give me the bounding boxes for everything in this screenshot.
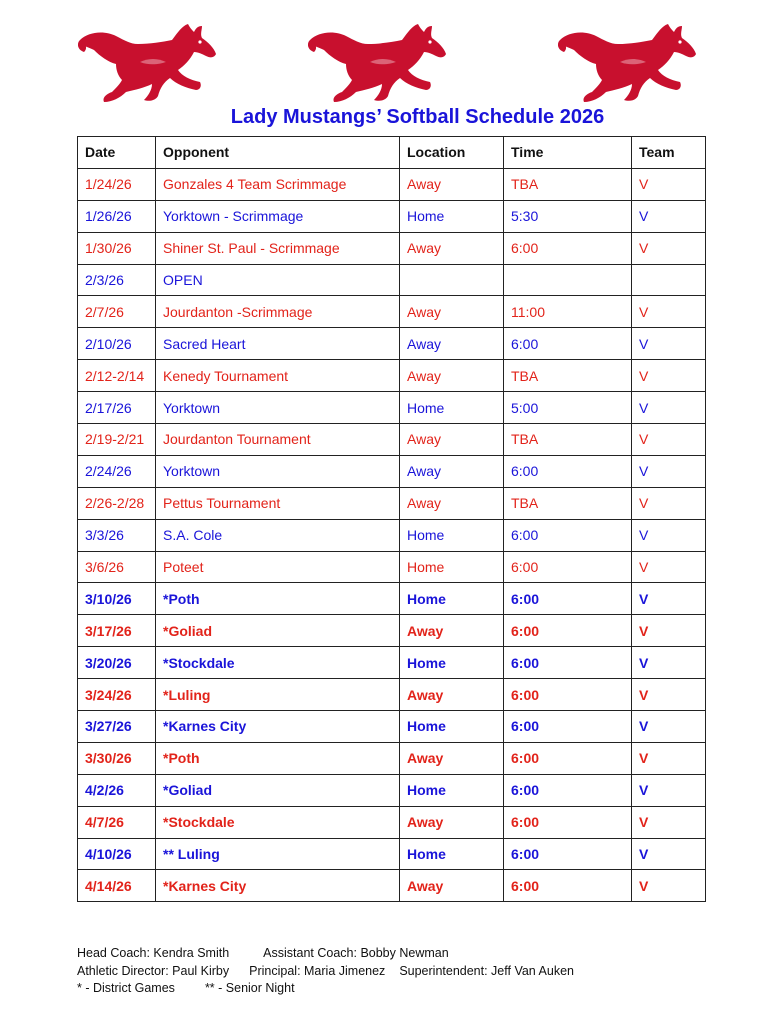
cell-time: TBA <box>504 168 632 200</box>
cell-time: 6:00 <box>504 774 632 806</box>
cell-date: 3/6/26 <box>78 551 156 583</box>
cell-time: TBA <box>504 424 632 456</box>
cell-opponent: OPEN <box>156 264 400 296</box>
cell-team: V <box>632 742 706 774</box>
table-row <box>78 168 706 200</box>
table-row <box>78 742 706 774</box>
table-row <box>78 551 706 583</box>
table-row <box>78 232 706 264</box>
cell-date: 3/3/26 <box>78 519 156 551</box>
table-row <box>78 487 706 519</box>
cell-time: 6:00 <box>504 328 632 360</box>
cell-opponent: Kenedy Tournament <box>156 360 400 392</box>
cell-time: 11:00 <box>504 296 632 328</box>
table-row <box>78 455 706 487</box>
cell-opponent: Yorktown <box>156 392 400 424</box>
table-row <box>78 583 706 615</box>
footer-line-1 <box>77 945 757 963</box>
cell-time: 6:00 <box>504 583 632 615</box>
schedule-body <box>78 168 706 901</box>
district-note: * - District Games <box>77 981 175 995</box>
cell-date: 2/3/26 <box>78 264 156 296</box>
cell-team: V <box>632 168 706 200</box>
table-row <box>78 806 706 838</box>
header-location: Location <box>400 137 504 169</box>
cell-team: V <box>632 360 706 392</box>
mustang-logo-left <box>78 22 218 104</box>
cell-location: Home <box>400 647 504 679</box>
cell-opponent: *Luling <box>156 679 400 711</box>
cell-opponent: *Poth <box>156 742 400 774</box>
table-row <box>78 360 706 392</box>
cell-team: V <box>632 424 706 456</box>
table-row <box>78 519 706 551</box>
page-title: Lady Mustangs’ Softball Schedule 2026 <box>230 106 605 128</box>
principal: Principal: Maria Jimenez <box>249 963 386 978</box>
senior-note: ** - Senior Night <box>204 981 295 995</box>
cell-date: 4/7/26 <box>78 806 156 838</box>
cell-opponent: Jourdanton Tournament <box>156 424 400 456</box>
cell-time: 6:00 <box>504 232 632 264</box>
cell-date: 4/14/26 <box>78 870 156 902</box>
cell-opponent: Yorktown - Scrimmage <box>156 200 400 232</box>
cell-location: Away <box>400 328 504 360</box>
header-team: Team <box>632 137 706 169</box>
cell-time: 6:00 <box>504 647 632 679</box>
mustang-icon <box>308 22 448 104</box>
cell-opponent: Yorktown <box>156 455 400 487</box>
cell-date: 2/26-2/28 <box>78 487 156 519</box>
superintendent: Superintendent: Jeff Van Auken <box>399 963 574 978</box>
header-date: Date <box>78 137 156 169</box>
cell-time: 6:00 <box>504 838 632 870</box>
cell-location: Away <box>400 360 504 392</box>
cell-team: V <box>632 392 706 424</box>
table-row <box>78 392 706 424</box>
cell-location: Away <box>400 742 504 774</box>
cell-time: TBA <box>504 360 632 392</box>
cell-date: 2/24/26 <box>78 455 156 487</box>
cell-time: 6:00 <box>504 806 632 838</box>
cell-team: V <box>632 296 706 328</box>
cell-date: 2/10/26 <box>78 328 156 360</box>
mustang-logo-right <box>558 22 698 104</box>
cell-date: 4/10/26 <box>78 838 156 870</box>
cell-team: V <box>632 487 706 519</box>
cell-team: V <box>632 774 706 806</box>
cell-location: Home <box>400 711 504 743</box>
cell-team: V <box>632 711 706 743</box>
athletic-director: Athletic Director: Paul Kirby <box>77 963 230 978</box>
cell-date: 3/10/26 <box>78 583 156 615</box>
cell-opponent: Sacred Heart <box>156 328 400 360</box>
table-row <box>78 200 706 232</box>
cell-location: Home <box>400 392 504 424</box>
table-row <box>78 424 706 456</box>
cell-opponent: *Karnes City <box>156 870 400 902</box>
schedule-table <box>77 136 706 902</box>
cell-time: 6:00 <box>504 870 632 902</box>
cell-opponent: *Stockdale <box>156 647 400 679</box>
header-opponent: Opponent <box>156 137 400 169</box>
cell-location: Home <box>400 774 504 806</box>
footer-line-3 <box>77 980 757 998</box>
table-row <box>78 838 706 870</box>
cell-location: Home <box>400 200 504 232</box>
cell-opponent: *Stockdale <box>156 806 400 838</box>
cell-opponent: *Goliad <box>156 774 400 806</box>
cell-team: V <box>632 328 706 360</box>
cell-time: 6:00 <box>504 711 632 743</box>
cell-date: 2/12-2/14 <box>78 360 156 392</box>
cell-opponent: ** Luling <box>156 838 400 870</box>
cell-team: V <box>632 455 706 487</box>
footer-line-2 <box>77 963 757 981</box>
cell-time <box>504 264 632 296</box>
cell-team: V <box>632 806 706 838</box>
cell-time: 6:00 <box>504 519 632 551</box>
cell-time: 6:00 <box>504 742 632 774</box>
cell-date: 3/20/26 <box>78 647 156 679</box>
cell-opponent: *Goliad <box>156 615 400 647</box>
cell-time: 5:00 <box>504 392 632 424</box>
cell-date: 1/26/26 <box>78 200 156 232</box>
cell-team: V <box>632 679 706 711</box>
cell-time: 6:00 <box>504 551 632 583</box>
cell-location <box>400 264 504 296</box>
cell-opponent: Poteet <box>156 551 400 583</box>
table-row <box>78 774 706 806</box>
table-row <box>78 296 706 328</box>
assistant-coach: Assistant Coach: Bobby Newman <box>263 946 449 960</box>
cell-team: V <box>632 519 706 551</box>
cell-location: Home <box>400 583 504 615</box>
table-row <box>78 711 706 743</box>
cell-team: V <box>632 200 706 232</box>
head-coach: Head Coach: Kendra Smith <box>77 946 230 960</box>
cell-location: Away <box>400 679 504 711</box>
cell-location: Away <box>400 870 504 902</box>
header-time: Time <box>504 137 632 169</box>
cell-team: V <box>632 615 706 647</box>
cell-team: V <box>632 551 706 583</box>
cell-time: 6:00 <box>504 679 632 711</box>
cell-location: Home <box>400 838 504 870</box>
cell-opponent: Gonzales 4 Team Scrimmage <box>156 168 400 200</box>
cell-team: V <box>632 870 706 902</box>
cell-time: TBA <box>504 487 632 519</box>
cell-location: Away <box>400 806 504 838</box>
cell-team: V <box>632 838 706 870</box>
table-header-row <box>78 137 706 169</box>
cell-opponent: Shiner St. Paul - Scrimmage <box>156 232 400 264</box>
cell-date: 3/30/26 <box>78 742 156 774</box>
table-row <box>78 647 706 679</box>
cell-opponent: *Poth <box>156 583 400 615</box>
cell-team: V <box>632 232 706 264</box>
cell-location: Home <box>400 519 504 551</box>
mustang-icon <box>78 22 218 104</box>
mustang-logo-center <box>308 22 448 104</box>
table-row <box>78 328 706 360</box>
cell-location: Home <box>400 551 504 583</box>
cell-time: 6:00 <box>504 455 632 487</box>
cell-location: Away <box>400 487 504 519</box>
cell-location: Away <box>400 424 504 456</box>
cell-time: 5:30 <box>504 200 632 232</box>
cell-date: 3/24/26 <box>78 679 156 711</box>
cell-date: 2/7/26 <box>78 296 156 328</box>
cell-opponent: Pettus Tournament <box>156 487 400 519</box>
table-row <box>78 264 706 296</box>
cell-opponent: Jourdanton -Scrimmage <box>156 296 400 328</box>
footer <box>77 945 757 998</box>
cell-location: Away <box>400 455 504 487</box>
cell-opponent: *Karnes City <box>156 711 400 743</box>
logo-row <box>0 22 777 112</box>
cell-location: Away <box>400 296 504 328</box>
cell-date: 4/2/26 <box>78 774 156 806</box>
table-row <box>78 679 706 711</box>
cell-date: 3/17/26 <box>78 615 156 647</box>
table-row <box>78 870 706 902</box>
cell-time: 6:00 <box>504 615 632 647</box>
mustang-icon <box>558 22 698 104</box>
cell-team <box>632 264 706 296</box>
cell-date: 1/24/26 <box>78 168 156 200</box>
cell-team: V <box>632 583 706 615</box>
cell-team: V <box>632 647 706 679</box>
cell-opponent: S.A. Cole <box>156 519 400 551</box>
cell-date: 3/27/26 <box>78 711 156 743</box>
cell-location: Away <box>400 232 504 264</box>
cell-date: 1/30/26 <box>78 232 156 264</box>
cell-date: 2/17/26 <box>78 392 156 424</box>
cell-location: Away <box>400 168 504 200</box>
cell-location: Away <box>400 615 504 647</box>
table-row <box>78 615 706 647</box>
cell-date: 2/19-2/21 <box>78 424 156 456</box>
